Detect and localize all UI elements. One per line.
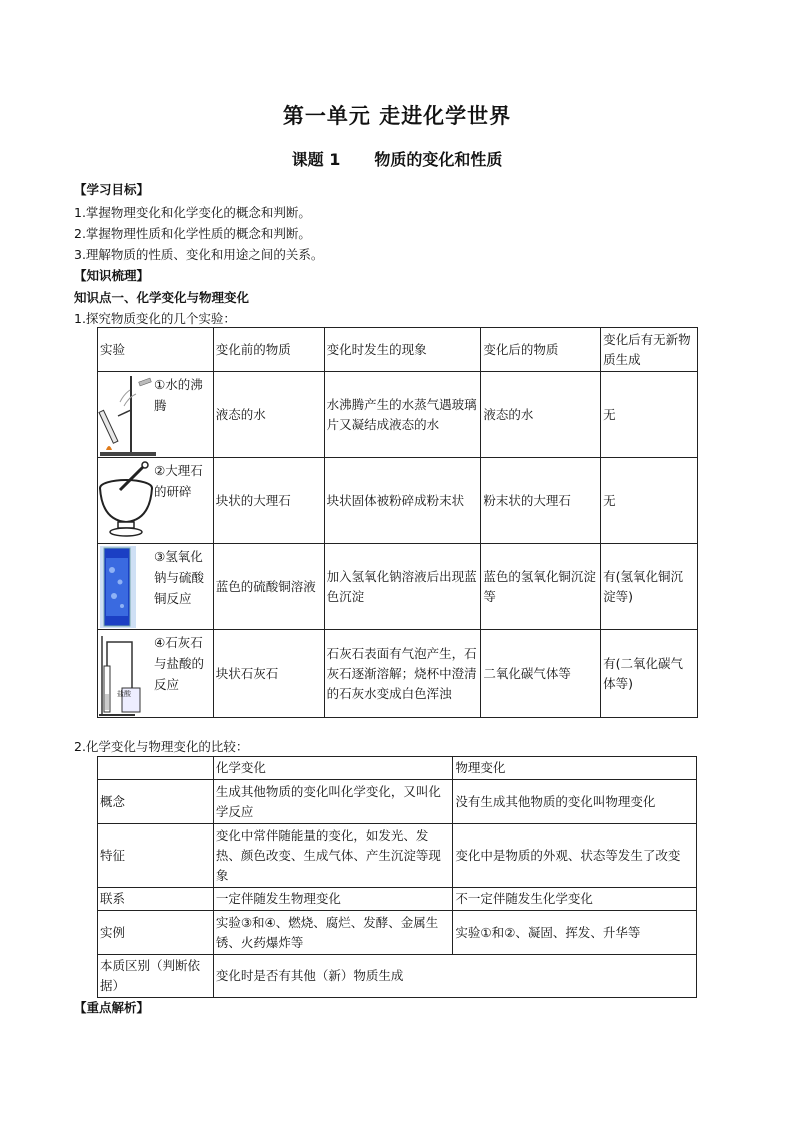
- new-substance-cell: 无: [601, 458, 698, 544]
- experiments-intro: 1.探究物质变化的几个实验：: [74, 311, 236, 326]
- chemical-cell: 变化中常伴随能量的变化，如发光、发热、颜色改变、生成气体、产生沉淀等现象: [213, 824, 453, 888]
- physical-cell: 没有生成其他物质的变化叫物理变化: [453, 780, 697, 824]
- row-label: 联系: [98, 888, 214, 911]
- table-row: [98, 955, 697, 998]
- table-header-row: [98, 328, 698, 372]
- header-cell: 变化后的物质: [481, 328, 601, 372]
- before-cell: 液态的水: [213, 372, 324, 458]
- chemical-cell: 生成其他物质的变化叫化学变化，又叫化学反应: [213, 780, 453, 824]
- physical-cell: 不一定伴随发生化学变化: [453, 888, 697, 911]
- acid-label: 盐酸: [117, 690, 131, 698]
- table-row: [98, 372, 698, 458]
- after-cell: 粉末状的大理石: [481, 458, 601, 544]
- knowledge-header: 【知识梳理】: [74, 268, 150, 283]
- lesson-number: 课题 1: [291, 150, 341, 169]
- experiment-cell: [98, 372, 214, 458]
- experiment-cell: [98, 630, 214, 718]
- row-label: 本质区别（判断依据）: [98, 955, 214, 998]
- header-cell: 化学变化: [213, 757, 453, 780]
- table-header-row: [98, 757, 697, 780]
- knowledge-point-heading: 知识点一、化学变化与物理变化: [74, 290, 250, 305]
- after-cell: 二氧化碳气体等: [481, 630, 601, 718]
- row-label: 实例: [98, 911, 214, 955]
- header-cell: 实验: [98, 328, 214, 372]
- table-row: [98, 888, 697, 911]
- goals-header: 【学习目标】: [74, 182, 150, 197]
- comparison-intro: 2.化学变化与物理变化的比较：: [74, 739, 249, 754]
- new-substance-cell: 无: [601, 372, 698, 458]
- before-cell: 块状石灰石: [213, 630, 324, 718]
- blue-precipitate-test-tube-icon: [98, 544, 158, 630]
- limestone-acid-apparatus-icon: [98, 630, 158, 718]
- experiment-cell: [98, 544, 214, 630]
- row-label: 特征: [98, 824, 214, 888]
- essence-cell: 变化时是否有其他（新）物质生成: [213, 955, 696, 998]
- new-substance-cell: 有(氢氧化铜沉淀等): [601, 544, 698, 630]
- header-cell: 变化时发生的现象: [324, 328, 481, 372]
- header-cell: 物理变化: [453, 757, 697, 780]
- experiment-label: ①水的沸腾: [154, 377, 203, 413]
- before-cell: 块状的大理石: [213, 458, 324, 544]
- after-cell: 液态的水: [481, 372, 601, 458]
- chemical-cell: 一定伴随发生物理变化: [213, 888, 453, 911]
- unit-title: 第一单元 走进化学世界: [282, 104, 512, 128]
- phenomenon-cell: 加入氢氧化钠溶液后出现蓝色沉淀: [324, 544, 481, 630]
- experiment-label: ④石灰石与盐酸的反应: [154, 635, 205, 692]
- goal-item: 1.掌握物理变化和化学变化的概念和判断。: [74, 205, 311, 220]
- header-cell: [98, 757, 214, 780]
- header-cell: 变化后有无新物质生成: [601, 328, 698, 372]
- lesson-title: [0, 147, 794, 170]
- experiments-table: [97, 327, 698, 718]
- before-cell: 蓝色的硫酸铜溶液: [213, 544, 324, 630]
- physical-cell: 变化中是物质的外观、状态等发生了改变: [453, 824, 697, 888]
- chemical-cell: 实验③和④、燃烧、腐烂、发酵、金属生锈、火药爆炸等: [213, 911, 453, 955]
- row-label: 概念: [98, 780, 214, 824]
- goal-item: 3.理解物质的性质、变化和用途之间的关系。: [74, 247, 324, 262]
- table-row: [98, 544, 698, 630]
- key-points-header: 【重点解析】: [74, 1000, 150, 1015]
- experiment-cell: [98, 458, 214, 544]
- mortar-pestle-icon: [98, 458, 158, 544]
- table-row: [98, 458, 698, 544]
- phenomenon-cell: 水沸腾产生的水蒸气遇玻璃片又凝结成液态的水: [324, 372, 481, 458]
- new-substance-cell: 有(二氧化碳气体等): [601, 630, 698, 718]
- physical-cell: 实验①和②、凝固、挥发、升华等: [453, 911, 697, 955]
- lesson-name: 物质的变化和性质: [374, 150, 503, 169]
- after-cell: 蓝色的氢氧化铜沉淀等: [481, 544, 601, 630]
- comparison-table: [97, 756, 697, 998]
- phenomenon-cell: 石灰石表面有气泡产生，石灰石逐渐溶解；烧杯中澄清的石灰水变成白色浑浊: [324, 630, 481, 718]
- header-cell: 变化前的物质: [213, 328, 324, 372]
- experiment-label: ③氢氧化钠与硫酸铜反应: [154, 549, 205, 606]
- phenomenon-cell: 块状固体被粉碎成粉末状: [324, 458, 481, 544]
- boiling-water-apparatus-icon: [98, 372, 158, 458]
- table-row: [98, 911, 697, 955]
- experiment-label: ②大理石的研碎: [154, 463, 203, 499]
- table-row: [98, 780, 697, 824]
- table-row: [98, 630, 698, 718]
- goal-item: 2.掌握物理性质和化学性质的概念和判断。: [74, 226, 311, 241]
- table-row: [98, 824, 697, 888]
